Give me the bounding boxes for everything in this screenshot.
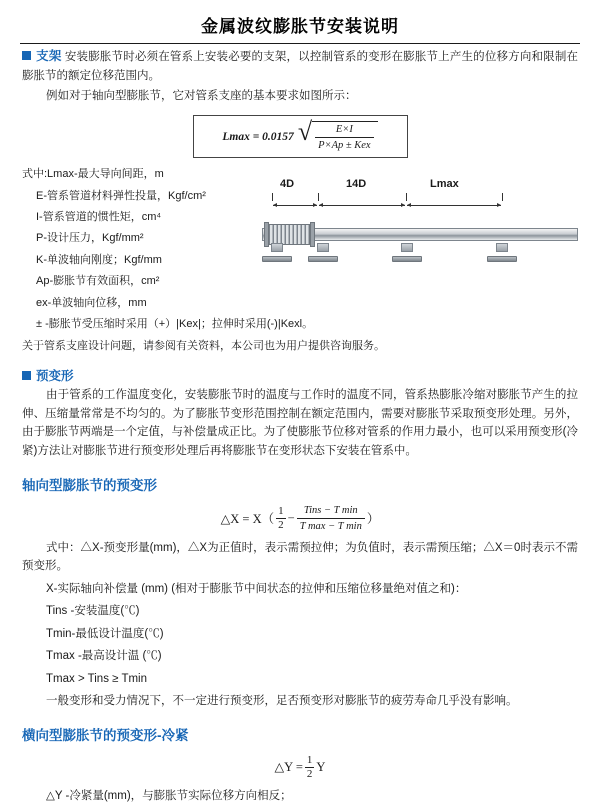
equation-axial-rhs: ）	[366, 512, 380, 527]
legend-line: Ap-膨胀节有效面积，cm²	[36, 275, 160, 288]
pipe-support-guide-2	[392, 243, 422, 262]
figure-arrow-4d	[273, 205, 317, 206]
document-page	[0, 12, 600, 803]
term-line: X-实际轴向补偿量 (mm) (相对于膨胀节中间状态的拉伸和压缩位移量绝对值之和)：	[46, 583, 467, 596]
document-body	[0, 46, 600, 806]
term-line: Tmin-最低设计温度(℃)	[46, 627, 164, 640]
equation-lateral-coldset	[22, 754, 578, 781]
formula-lmax-fraction	[315, 123, 374, 152]
subsection-heading-lateral: 横向型膨胀节的预变形-冷紧	[22, 727, 189, 743]
section-support-intro	[22, 46, 578, 85]
radical-icon: √	[297, 116, 313, 146]
legend-list-continued	[22, 314, 578, 357]
term-line: Tmax > Tins ≥ Tmin	[46, 672, 147, 685]
legend-line: 关于管系支座设计问题，请参阅有关资料，本公司也为用户提供咨询服务。	[22, 339, 385, 352]
figure-tick-marks	[262, 193, 578, 201]
section-axial-terms	[22, 578, 578, 690]
figure-label-4d: 4D	[280, 178, 295, 191]
bullet-square-icon	[22, 51, 31, 60]
section-heading-support-label: 支架	[36, 49, 62, 63]
section-support-para1: 安装膨胀节时必须在管系上安装必要的支架，以控制管系的变形在膨胀节上产生的位移方向和限制在膨胀节的额定位移范围内。	[22, 51, 578, 82]
formula-lmax-numerator: E×I	[315, 123, 374, 138]
legend-list	[22, 164, 254, 314]
pipe-support-guide-3	[487, 243, 517, 262]
formula-lmax	[193, 115, 408, 158]
pipe-support-anchor	[262, 243, 292, 262]
bullet-square-icon	[22, 371, 31, 380]
section-predeform-para1: 由于管系的工作温度变化，安装膨胀节时的温度与工作时的温度不同，管系热膨胀冷缩对膨胀节产生的拉伸、压缩量常常是不均匀的。为了膨胀节变形范围控制在额定范围内，需要对膨胀节采取预变形处理。另外，由于膨胀节两端是一个定值，与补偿量成正比。为了使膨胀节位移对管系的作用力最小，也可以采用预变形(冷紧)方法让对膨胀节进行预变形处理后再将膨胀节在变形状态下安装在管系中。	[22, 389, 578, 457]
equation-axial-temperature-fraction: $\frac{\text{Tins − T min}}{\text{T max − T min}}$	[297, 504, 365, 533]
equation-axial-predeform	[22, 504, 578, 533]
legend-line: 式中:Lmax-最大导向间距，m	[22, 168, 164, 181]
figure-span-labels	[262, 178, 578, 193]
figure-dimension-arrows	[262, 201, 578, 210]
page-title: 金属波纹膨胀节安装说明	[20, 12, 580, 44]
equation-lateral-half: $\frac{1}{2}$	[306, 753, 313, 780]
figure-axial-support-layout	[262, 164, 578, 268]
equation-axial-lhs: △X = X（	[220, 512, 275, 527]
equation-axial-half: $\frac{1}{2}$	[278, 504, 284, 531]
section-heading-predeform-label: 预变形	[36, 369, 74, 384]
section-axial-note: 式中：△X-预变形量(mm)，△X为正值时，表示需预拉伸；为负值时，表示需预压缩；△X＝0时表示不需预变形。	[22, 541, 578, 573]
section-support-para2: 例如对于轴向型膨胀节，它对管系支座的基本要求如图所示：	[46, 90, 357, 103]
formula-lmax-lhs: Lmax = 0.0157	[222, 130, 294, 143]
section-heading-support	[22, 49, 62, 63]
legend-line: ± -膨胀节受压缩时采用（+）|Kex|；拉伸时采用(-)|Kexl。	[36, 318, 314, 331]
equation-lateral-lhs: △Y =	[274, 760, 303, 775]
equation-axial-minus: −	[287, 510, 295, 525]
pipe-support-guide-1	[308, 243, 338, 262]
subsection-heading-axial: 轴向型膨胀节的预变形	[22, 477, 157, 493]
figure-label-14d: 14D	[346, 178, 367, 191]
figure-label-lmax: Lmax	[430, 178, 459, 191]
legend-line: P-设计压力，Kgf/mm²	[36, 232, 144, 245]
equation-lateral-rhs: Y	[316, 759, 326, 774]
legend-and-figure	[22, 164, 578, 314]
figure-pipe-assembly	[262, 212, 578, 268]
legend-line: E-管系管道材料弹性投量，Kgf/cm²	[36, 189, 206, 202]
section-heading-predeform	[22, 366, 578, 384]
figure-arrow-14d	[319, 205, 405, 206]
term-line: Tins -安装温度(℃)	[46, 605, 140, 618]
bellows-expansion-joint	[268, 224, 310, 245]
legend-line: I-管系管道的惯性矩，cm⁴	[36, 211, 162, 223]
legend-line: K-单波轴向刚度；Kgf/mm	[36, 253, 162, 266]
formula-lmax-sqrt	[297, 116, 378, 152]
formula-lmax-denominator: P×Ap ± Kex	[318, 140, 371, 151]
legend-line: ex-单波轴向位移，mm	[36, 296, 147, 309]
section-axial-tail: 一般变形和受力情况下，不一定进行预变形，足否预变形对膨胀节的疲劳寿命几乎没有影响。	[46, 695, 518, 708]
term-line: Tmax -最高设计温 (℃)	[46, 650, 162, 663]
section-lateral-note: △Y -冷紧量(mm)，与膨胀节实际位移方向相反；	[46, 790, 292, 803]
figure-arrow-lmax	[407, 205, 501, 206]
